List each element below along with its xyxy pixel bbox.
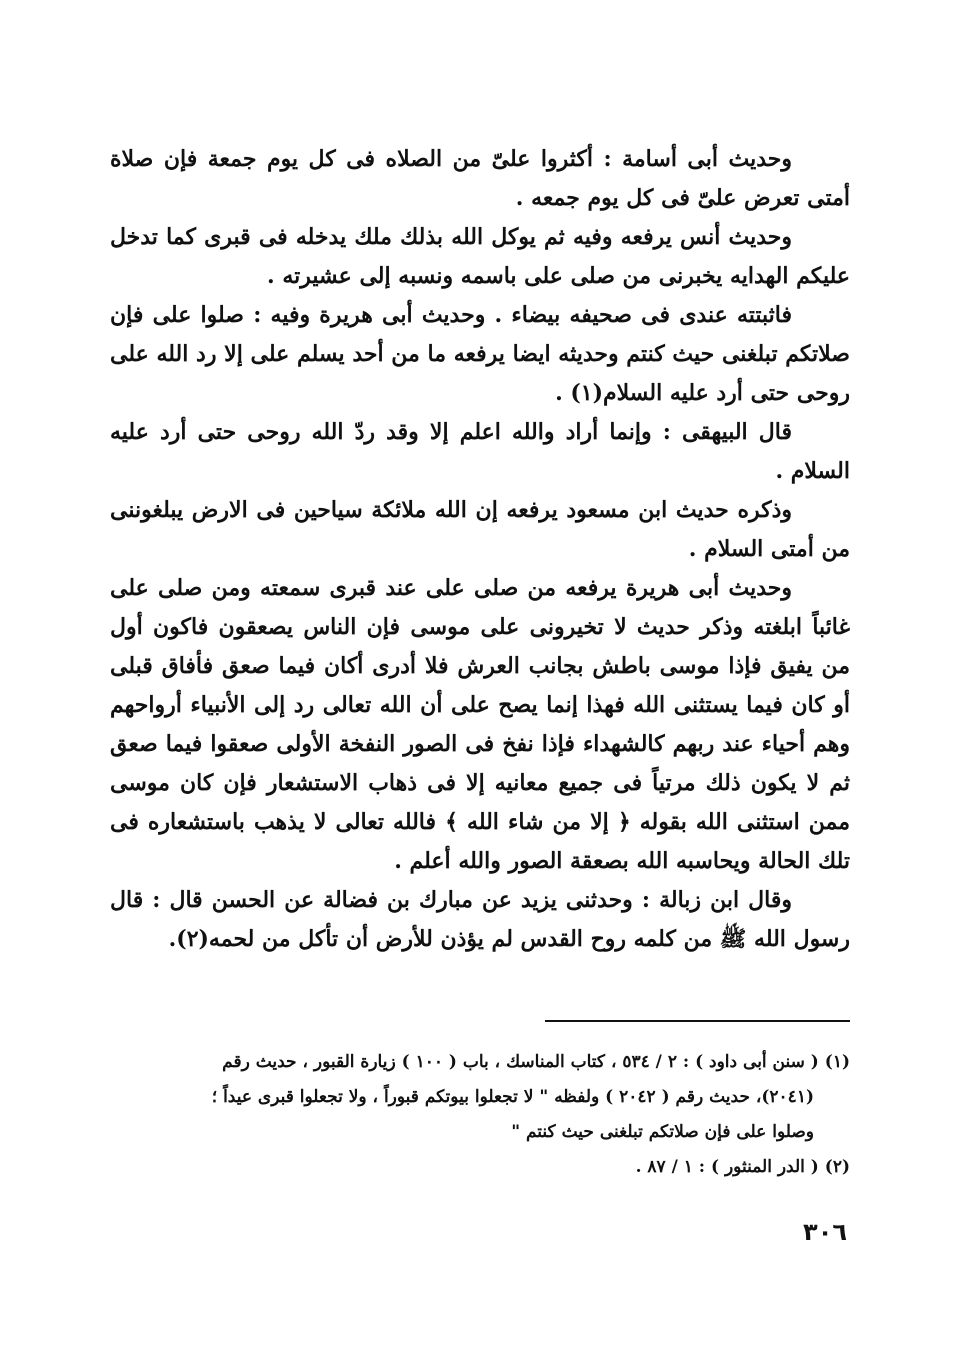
- main-text: [110, 140, 850, 959]
- footnote-1-line-1: (١) ( سنن أبى داود ) : ٢ / ٥٣٤ ، كتاب المناسك ، باب ( ١٠٠ ) زيارة القبور ، حديث رقم: [222, 1052, 850, 1072]
- footnote-1-line-3: وصلوا على فإن صلاتكم تبلغنى حيث كنتم ": [511, 1122, 814, 1142]
- footnote-2-line-1: (٢) ( الدر المنثور ) : ١ / ٨٧ .: [635, 1157, 850, 1177]
- paragraph-musa: وحديث أبى هريرة يرفعه من صلى على عند قبرى سمعته ومن صلى على غائباً ابلغته وذكر حديث لا تخيرونى على موسى فإن الناس يصعقون فاكون أول من يفيق فإذا موسى باطش بجانب العرش فلا أدرى أكان فيما صعق فأفاق قبلى أو كان فيما يستثنى الله فهذا إنما يصح على أن الله تعالى رد إلى الأنبياء أرواحهم وهم أحياء عند ربهم كالشهداء فإذا نفخ فى الصور النفخة الأولى صعقوا فيما صعق ثم لا يكون ذلك مرتياً فى جميع معانيه إلا فى ذهاب الاستشعار فإن كان موسى ممن استثنى الله بقوله ﴿ إلا من شاء الله ﴾ فالله تعالى لا يذهب باستشعاره فى تلك الحالة ويحاسبه الله بصعقة الصور والله أعلم .: [110, 575, 850, 874]
- paragraph-abi-umama: وحديث أبى أسامة : أكثروا علىّ من الصلاه فى كل يوم جمعة فإن صلاة أمتى تعرض علىّ فى كل يوم جمعه .: [110, 146, 850, 211]
- page-number: ٣٠٦: [803, 1218, 847, 1246]
- paragraph-bayhaqi: قال البيهقى : وإنما أراد والله اعلم إلا وقد ردّ الله روحى حتى أرد عليه السلام .: [110, 419, 850, 484]
- footnote-1-line-2: (٢٠٤١)، حديث رقم ( ٢٠٤٢ ) ولفظه " لا تجعلوا بيوتكم قبوراً ، ولا تجعلوا قبرى عيداً ؛: [211, 1087, 814, 1107]
- paragraph-ibn-zubala: وقال ابن زبالة : وحدثنى يزيد عن مبارك بن فضالة عن الحسن قال : قال رسول الله ﷺ من كلمه روح القدس لم يؤذن للأرض أن تأكل من لحمه(٢).: [110, 887, 850, 952]
- paragraph-ibn-masud: وذكره حديث ابن مسعود يرفعه إن الله ملائكة سياحين فى الارض يبلغوننى من أمتى السلام .: [110, 497, 850, 562]
- footnotes: [110, 1045, 850, 1185]
- footnote-divider: [545, 1020, 850, 1022]
- paragraph-anas: وحديث أنس يرفعه وفيه ثم يوكل الله بذلك ملك يدخله فى قبرى كما تدخل عليكم الهدايه يخبرنى من صلى على باسمه ونسبه إلى عشيرته .: [110, 224, 850, 289]
- paragraph-abi-hurayra: فاثبتته عندى فى صحيفه بيضاء . وحديث أبى هريرة وفيه : صلوا على فإن صلاتكم تبلغنى حيث كنتم وحديثه ايضا يرفعه ما من أحد يسلم على إلا رد الله على روحى حتى أرد عليه السلام(١) .: [110, 302, 850, 406]
